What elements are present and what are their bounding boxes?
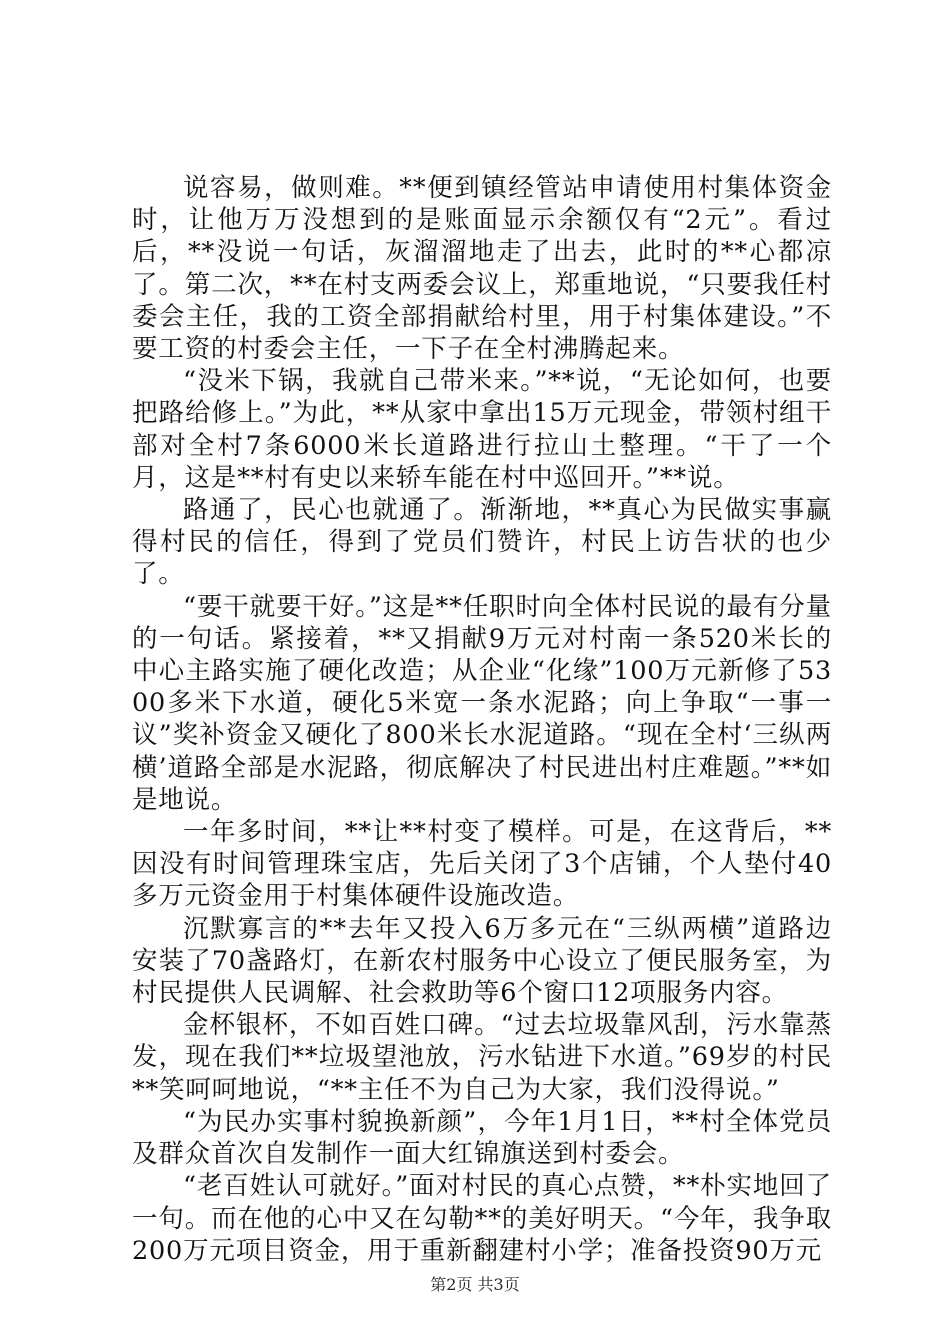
- paragraph-6: 沉默寡言的**去年又投入6万多元在“三纵两横”道路边安装了70盏路灯，在新农村服务中心设立了便民服务室，为村民提供人民调解、社会救助等6个窗口12项服务内容。: [132, 913, 832, 1009]
- page-footer: [0, 1272, 950, 1295]
- paragraph-5: 一年多时间，**让**村变了模样。可是，在这背后，**因没有时间管理珠宝店，先后关闭了3个店铺，个人垫付40多万元资金用于村集体硬件设施改造。: [132, 817, 832, 912]
- paragraph-7: 金杯银杯，不如百姓口碑。“过去垃圾靠风刮，污水靠蒸发，现在我们**垃圾望池放，污水钻进下水道。”69岁的村民**笑呵呵地说，“**主任不为自己为大家，我们没得说。”: [132, 1010, 832, 1105]
- paragraph-1: 说容易，做则难。**便到镇经管站申请使用村集体资金时，让他万万没想到的是账面显示余额仅有“2元”。看过后，**没说一句话，灰溜溜地走了出去，此时的**心都凉了。第二次，**在村支两委会议上，郑重地说，“只要我任村委会主任，我的工资全部捐献给村里，用于村集体建设。”不要工资的村委会主任，一下子在全村沸腾起来。: [132, 173, 832, 365]
- paragraph-3: 路通了，民心也就通了。渐渐地，**真心为民做实事赢得村民的信任，得到了党员们赞许，村民上访告状的也少了。: [132, 495, 832, 590]
- document-body: [132, 172, 832, 1267]
- paragraph-4: “要干就要干好。”这是**任职时向全体村民说的最有分量的一句话。紧接着，**又捐献9万元对村南一条520米长的中心主路实施了硬化改造；从企业“化缘”100万元新修了5300多米下水道，硬化5米宽一条水泥路；向上争取“一事一议”奖补资金又硬化了800米长水泥道路。“现在全村‘三纵两横’道路全部是水泥路，彻底解决了村民进出村庄难题。”**如是地说。: [132, 591, 832, 815]
- paragraph-9: “老百姓认可就好。”面对村民的真心点赞，**朴实地回了一句。而在他的心中又在勾勒**的美好明天。“今年，我争取200万元项目资金，用于重新翻建村小学；准备投资90万元: [132, 1171, 832, 1266]
- paragraph-2: “没米下锅，我就自己带米来。”**说，“无论如何，也要把路给修上。”为此，**从家中拿出15万元现金，带领村组干部对全村7条6000米长道路进行拉山土整理。“干了一个月，这是**村有史以来轿车能在村中巡回开。”**说。: [132, 366, 832, 493]
- page-number-label: 第2页 共3页: [430, 1275, 520, 1294]
- paragraph-8: “为民办实事村貌换新颜”，今年1月1日，**村全体党员及群众首次自发制作一面大红锦旗送到村委会。: [132, 1106, 832, 1170]
